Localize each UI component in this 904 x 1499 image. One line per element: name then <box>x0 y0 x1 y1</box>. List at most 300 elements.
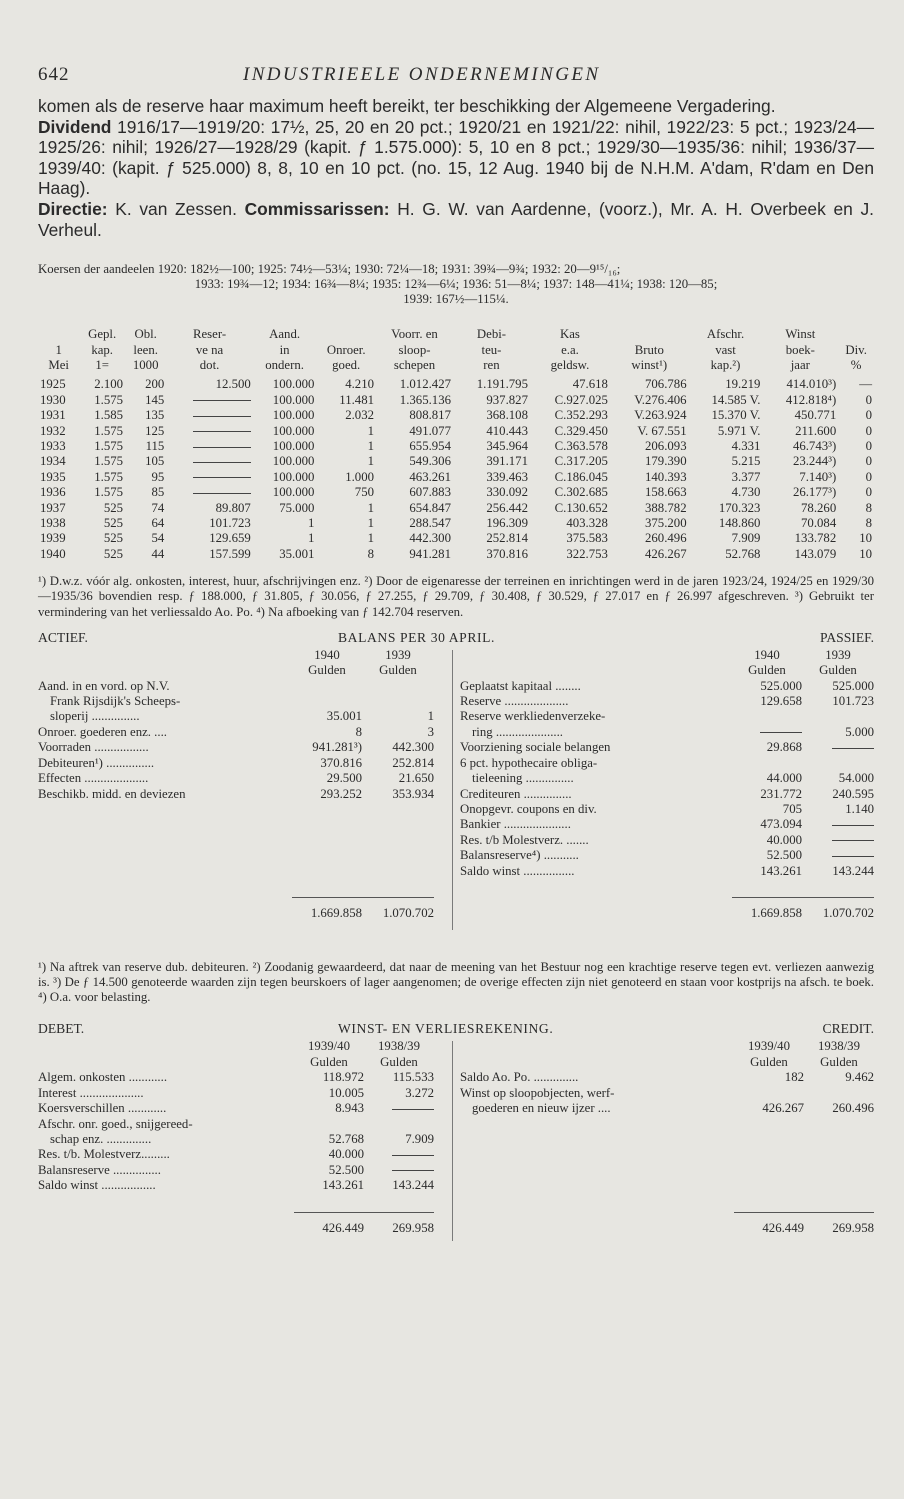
row-value: 54.000 <box>838 771 874 786</box>
column-header: ren <box>483 357 500 372</box>
column-header: vast <box>715 342 736 357</box>
column-header: e.a. <box>561 342 579 357</box>
credit-heading: CREDIT. <box>822 1021 874 1037</box>
column-header: leen. <box>133 342 158 357</box>
column-header: ondern. <box>265 357 304 372</box>
year-label: 1938/39 <box>818 1039 860 1054</box>
table-cell <box>166 485 252 500</box>
table-cell: 179.390 <box>645 454 687 469</box>
column-header: jaar <box>790 357 810 372</box>
table-cell: 85 <box>151 485 165 500</box>
table-cell: 1.585 <box>94 408 124 423</box>
table-cell: 252.814 <box>486 531 528 546</box>
footnotes-balance: ¹) Na aftrek van reserve dub. debiteuren. ²) Zoodanig gewaardeerd, dat naar de meening van het Bestuur nog een krachtige reserve tegen evt. verliezen aanwezig is. ³) De ƒ 14.500 genoteerde waarden zijn tegen beurskoers of lager aangenomen; de overige effecten zijn niet genoteerd en staan voor kostprijs na afsch. te boek. ⁴) O.a. voor belasting. <box>38 959 874 1005</box>
row-label: Aand. in en vord. op N.V. <box>38 678 170 693</box>
table-cell: 1.575 <box>94 439 124 453</box>
table-cell: 256.442 <box>486 500 528 515</box>
table-cell: 1.575 <box>94 454 124 469</box>
table-cell: 260.496 <box>645 531 687 546</box>
row-value <box>732 725 802 740</box>
total-row <box>38 897 434 921</box>
row-value: 1 <box>427 709 434 724</box>
row-value <box>802 833 874 848</box>
table-row <box>38 373 874 392</box>
unit-header-row <box>38 663 434 678</box>
row-label: Voorziening sociale belangen <box>460 740 611 755</box>
balance-header <box>38 630 874 648</box>
table-cell: 211.600 <box>795 423 837 438</box>
row-label: Saldo winst ................. <box>38 1178 156 1193</box>
column-header: dot. <box>199 357 220 372</box>
dash-rule <box>193 400 251 401</box>
row-value: 9.462 <box>845 1070 874 1085</box>
table-cell: C.186.045 <box>554 469 608 484</box>
table-cell: 157.599 <box>209 546 251 561</box>
column-header: boek- <box>785 342 815 357</box>
year-label: 1940 <box>314 647 340 662</box>
table-cell: 10 <box>859 531 872 546</box>
table-cell: 1.012.427 <box>399 377 451 392</box>
table-cell: 26.177³) <box>792 485 837 500</box>
table-cell: 10 <box>859 546 872 561</box>
table-row <box>38 454 874 469</box>
total-value: 426.449 <box>294 1212 364 1236</box>
table-cell: 375.200 <box>645 516 687 531</box>
table-cell: 450.771 <box>794 408 837 423</box>
table-cell: 1.000 <box>345 469 374 484</box>
row-value: 52.768 <box>328 1131 364 1146</box>
table-cell: V. 67.551 <box>637 423 687 438</box>
row-label: Interest .................... <box>38 1085 144 1100</box>
table-cell <box>166 470 252 485</box>
table-cell: 196.309 <box>486 516 528 531</box>
statement-row <box>460 679 874 694</box>
row-value <box>802 817 874 832</box>
row-value: 52.500 <box>328 1162 364 1177</box>
table-cell: 129.659 <box>209 531 251 546</box>
year-label: 1939/40 <box>748 1039 790 1054</box>
column-header: Winst <box>785 327 816 342</box>
table-cell: 54 <box>151 531 165 546</box>
table-cell: 0 <box>865 408 872 423</box>
total-value: 269.958 <box>804 1212 874 1236</box>
table-cell: 1 <box>307 516 315 531</box>
table-cell: 135 <box>145 408 165 423</box>
dash-rule <box>832 856 874 857</box>
table-cell: 100.000 <box>272 485 315 500</box>
table-cell: 339.463 <box>486 469 528 484</box>
column-header: Onroer. <box>326 342 366 357</box>
row-value: 8 <box>355 724 362 739</box>
statement-row <box>38 1117 434 1132</box>
year-label: 1938/39 <box>378 1039 420 1054</box>
table-cell: 7.909 <box>731 531 761 546</box>
table-cell: — <box>859 377 872 392</box>
table-cell: V.263.924 <box>634 408 687 423</box>
row-label: Debiteuren¹) ............... <box>38 755 155 770</box>
table-cell: 4.730 <box>731 485 761 500</box>
dividend-text: 1916/17—1919/20: 17½, 25, 20 en 20 pct.; 1920/21 en 1921/22: nihil, 1922/23: 5 pct.; 1923/24—1925/26: nihil; 1926/27—1928/29 (kapit. ƒ 1.575.000): 5, 10 en 8 pct.; 1929/30—1935/36: nihil; 1936/37—1939/40: (kapit. ƒ 525.000) 8, 8, 10 en 10 pct. (no. 15, 12 Aug. 1940 bij de N.H.M. A'dam, R'dam en Den Haag). <box>38 116 874 199</box>
row-value: 143.261 <box>322 1178 364 1193</box>
statistics-table <box>38 327 874 562</box>
year-label: 1939/40 <box>308 1039 350 1054</box>
column-header: Afschr. <box>706 327 745 342</box>
column-header: schepen <box>393 357 436 372</box>
row-value: 3 <box>427 724 434 739</box>
statement-row <box>38 787 434 802</box>
row-value: 293.252 <box>320 786 362 801</box>
row-value: 52.500 <box>766 848 802 863</box>
dash-rule <box>392 1170 434 1171</box>
column-header <box>316 327 376 342</box>
table-cell: 143.079 <box>794 546 837 561</box>
table-cell: 44 <box>151 546 165 561</box>
table-cell: 525 <box>103 531 124 546</box>
total-value: 1.070.702 <box>802 897 874 921</box>
column-header <box>38 327 79 342</box>
table-cell: C.329.450 <box>554 423 608 438</box>
table-cell: 410.443 <box>486 423 528 438</box>
page <box>38 64 874 1249</box>
table-cell: 100.000 <box>272 423 315 438</box>
statement-row <box>38 1163 434 1178</box>
table-cell: 78.260 <box>801 500 837 515</box>
table-cell: 607.883 <box>409 485 451 500</box>
total-value: 426.449 <box>734 1212 804 1236</box>
column-header: kap.²) <box>710 357 741 372</box>
table-cell: 14.585 V. <box>711 392 761 407</box>
table-cell: 1925 <box>40 377 66 392</box>
dividend-paragraph <box>38 117 874 199</box>
balance-sheet <box>38 648 874 948</box>
column-header: Mei <box>48 357 69 372</box>
row-label: Reserve werkliedenverzeke- <box>460 709 606 724</box>
row-value: 426.267 <box>762 1101 804 1116</box>
table-cell: 403.328 <box>566 516 608 531</box>
table-cell: 345.964 <box>486 439 528 453</box>
table-cell: 100.000 <box>272 408 315 423</box>
table-cell: 0 <box>865 454 872 469</box>
statement-row <box>38 709 434 724</box>
row-label: Balansreserve ............... <box>38 1162 161 1177</box>
total-row <box>460 1212 874 1236</box>
table-cell: 0 <box>865 392 872 407</box>
table-cell <box>166 454 252 469</box>
column-header: kap. <box>91 342 113 357</box>
table-cell: 1.365.136 <box>399 392 451 407</box>
statement-row <box>38 740 434 755</box>
year-label: 1939 <box>825 647 851 662</box>
table-cell: 525 <box>103 516 124 531</box>
table-cell: 2.100 <box>94 377 124 392</box>
table-cell: 7.140³) <box>799 469 837 484</box>
table-cell: 5.215 <box>731 454 761 469</box>
row-value: 182 <box>784 1070 804 1085</box>
dividend-label: Dividend <box>38 116 112 137</box>
row-label: Onopgevr. coupons en div. <box>460 801 597 816</box>
statement-row <box>38 756 434 771</box>
table-cell: 15.370 V. <box>711 408 761 423</box>
table-cell: 200 <box>145 377 165 392</box>
row-label: Balansreserve⁴) ........... <box>460 848 579 863</box>
row-value: 240.595 <box>832 786 874 801</box>
column-header: winst¹) <box>631 357 668 372</box>
directie-label: Directie: <box>38 198 108 219</box>
table-cell: 525 <box>103 500 124 515</box>
column-header: Div. <box>845 342 867 357</box>
table-cell: 1.191.795 <box>476 377 528 392</box>
row-value: 525.000 <box>832 678 874 693</box>
running-title: INDUSTRIEELE ONDERNEMINGEN <box>243 64 601 85</box>
row-value: 21.650 <box>398 771 434 786</box>
column-header: ve na <box>195 342 224 357</box>
dash-rule <box>832 748 874 749</box>
unit-label: Gulden <box>380 1054 418 1069</box>
table-cell: 330.092 <box>486 485 528 500</box>
table-header-row <box>38 358 874 373</box>
unit-label: Gulden <box>310 1054 348 1069</box>
table-cell: 2.032 <box>345 408 374 423</box>
row-value: 370.816 <box>320 755 362 770</box>
table-cell: 115 <box>145 439 165 453</box>
row-label: Frank Rijsdijk's Scheeps- <box>50 694 181 709</box>
dash-rule <box>193 493 251 494</box>
table-cell: 1.575 <box>94 485 124 500</box>
table-cell: 1933 <box>40 439 66 453</box>
table-cell: 1 <box>367 531 374 546</box>
table-cell: 1 <box>367 423 374 438</box>
row-label: Crediteuren ............... <box>460 786 572 801</box>
row-value: 44.000 <box>766 771 802 786</box>
table-cell: 140.393 <box>645 469 687 484</box>
table-cell: 491.077 <box>409 423 451 438</box>
row-label: Res. t/b Molestverz. ....... <box>460 832 589 847</box>
row-value: 473.094 <box>760 817 802 832</box>
row-label: Saldo winst ................ <box>460 863 575 878</box>
table-cell: 89.807 <box>215 500 251 515</box>
table-row <box>38 439 874 454</box>
column-header: Kas <box>560 327 580 342</box>
table-cell: 463.261 <box>409 469 451 484</box>
row-value: 29.500 <box>326 771 362 786</box>
table-cell: 0 <box>865 439 872 453</box>
table-cell: 100.000 <box>272 454 315 469</box>
table-cell: 4.210 <box>345 377 374 392</box>
table-cell: 1939 <box>40 531 66 546</box>
row-label: Bankier ..................... <box>460 817 571 832</box>
row-label: Reserve .................... <box>460 694 569 709</box>
column-header: sloop- <box>398 342 431 357</box>
row-label: sloperij ............... <box>50 709 140 724</box>
unit-header-row <box>460 1055 874 1070</box>
table-cell: 941.281 <box>409 546 451 561</box>
table-cell: 654.847 <box>409 500 451 515</box>
statement-row <box>38 1178 434 1193</box>
statement-row <box>38 1086 434 1101</box>
statement-row <box>38 694 434 709</box>
table-cell: 100.000 <box>272 469 315 484</box>
column-header: geldsw. <box>550 357 590 372</box>
statement-row <box>460 771 874 786</box>
table-cell: 375.583 <box>566 531 608 546</box>
table-cell: 808.817 <box>409 408 451 423</box>
table-cell: 8 <box>865 500 872 515</box>
dash-rule <box>193 462 251 463</box>
total-row <box>38 1212 434 1236</box>
statement-row <box>460 1086 874 1101</box>
table-cell <box>166 439 252 454</box>
table-row <box>38 501 874 516</box>
table-cell: C.130.652 <box>554 500 608 515</box>
statement-row <box>38 725 434 740</box>
table-cell: 1935 <box>40 469 66 484</box>
year-label: 1940 <box>754 647 780 662</box>
table-cell: 170.323 <box>718 500 761 515</box>
dash-rule <box>392 1109 434 1110</box>
row-label: 6 pct. hypothecaire obliga- <box>460 755 598 770</box>
table-cell: 125 <box>145 423 165 438</box>
row-label: Geplaatst kapitaal ........ <box>460 678 581 693</box>
statement-row <box>460 787 874 802</box>
column-divider <box>452 650 453 930</box>
table-cell: 0 <box>865 469 872 484</box>
dash-rule <box>760 732 802 733</box>
row-value: 353.934 <box>392 786 434 801</box>
row-label: Afschr. onr. goed., snijgereed- <box>38 1116 193 1131</box>
table-cell: 5.971 V. <box>717 423 761 438</box>
table-row <box>38 408 874 423</box>
statement-row <box>460 725 874 740</box>
unit-label: Gulden <box>819 663 857 678</box>
statement-row <box>38 1070 434 1085</box>
table-cell <box>166 393 252 408</box>
statement-row <box>38 771 434 786</box>
table-cell: 145 <box>145 392 165 407</box>
row-label: Effecten .................... <box>38 771 149 786</box>
table-cell: 412.818⁴) <box>785 392 837 407</box>
row-value: 118.972 <box>322 1070 364 1085</box>
statement-row <box>38 1147 434 1162</box>
row-value: 3.272 <box>405 1085 434 1100</box>
debet-heading: DEBET. <box>38 1021 85 1037</box>
table-row <box>38 531 874 546</box>
table-cell: 158.663 <box>645 485 687 500</box>
table-cell: C.302.685 <box>554 485 608 500</box>
year-header-row <box>460 648 874 663</box>
table-header-row <box>38 343 874 358</box>
column-header: 1 <box>55 342 62 357</box>
table-row <box>38 516 874 531</box>
table-cell: C.927.025 <box>554 392 608 407</box>
table-cell: 1.575 <box>94 423 124 438</box>
table-row <box>38 393 874 408</box>
table-cell: 391.171 <box>486 454 528 469</box>
row-value <box>802 740 874 755</box>
row-value: 525.000 <box>760 678 802 693</box>
column-header: Voorr. en <box>391 327 438 342</box>
table-cell <box>166 424 252 439</box>
row-value: 40.000 <box>328 1147 364 1162</box>
statement-row <box>460 709 874 724</box>
statement-row <box>460 848 874 863</box>
share-prices-line: 1933: 19¾—12; 1934: 16¾—8¼; 1935: 12¾—6¼; 1936: 51—8¼; 1937: 148—41¼; 1938: 120—85; <box>194 277 718 292</box>
table-cell: 1930 <box>40 392 66 407</box>
table-cell: 322.753 <box>566 546 608 561</box>
dash-rule <box>193 431 251 432</box>
dash-rule <box>193 447 251 448</box>
row-value: 101.723 <box>832 694 874 709</box>
table-cell: 388.782 <box>645 500 687 515</box>
dash-rule <box>193 477 251 478</box>
column-header: goed. <box>332 357 361 372</box>
intro-line: komen als de reserve haar maximum heeft bereikt, ter beschikking der Algemeene Vergadering. <box>38 96 776 116</box>
row-value: 7.909 <box>405 1131 434 1146</box>
row-value: 35.001 <box>326 709 362 724</box>
table-cell: 100.000 <box>272 392 315 407</box>
row-value: 260.496 <box>832 1101 874 1116</box>
table-cell: 19.219 <box>725 377 761 392</box>
passief-heading: PASSIEF. <box>820 629 874 645</box>
row-value: 705 <box>782 801 802 816</box>
dash-rule <box>832 840 874 841</box>
table-cell: 64 <box>151 516 165 531</box>
table-cell: 52.768 <box>725 546 761 561</box>
year-header-row <box>460 1039 874 1054</box>
table-cell: 937.827 <box>486 392 528 407</box>
table-row <box>38 424 874 439</box>
table-cell: 1936 <box>40 485 66 500</box>
pl-title: WINST- EN VERLIESREKENING. <box>338 1021 554 1037</box>
table-cell: C.363.578 <box>554 439 608 453</box>
table-cell <box>166 408 252 423</box>
table-cell: C.317.205 <box>554 454 608 469</box>
column-header: Obl. <box>134 327 157 342</box>
row-label: Onroer. goederen enz. .... <box>38 724 167 739</box>
table-cell: 206.093 <box>645 439 687 453</box>
statement-row <box>460 756 874 771</box>
table-cell: 8 <box>367 546 374 561</box>
footnotes-statistics: ¹) D.w.z. vóór alg. onkosten, interest, huur, afschrijvingen enz. ²) Door de eigenaresse der terreinen en inrichtingen werd in de jaren 1923/24, 1924/25 en 1929/30—1935/36 bovendien resp. ƒ 188.000, ƒ 31.805, ƒ 30.056, ƒ 27.255, ƒ 29.709, ƒ 30.408, ƒ 30.529, ƒ 27.017 en ƒ 26.997 afgeschreven. ³) Gebruikt ter vermindering van het verliessaldo Ao. Po. ⁴) Na afboeking van ƒ 142.704 reserven. <box>38 574 874 619</box>
year-header-row <box>38 648 434 663</box>
table-cell: 1 <box>367 454 374 469</box>
table-cell: 1 <box>367 439 374 453</box>
column-header: Debi- <box>476 327 507 342</box>
total-value: 1.669.858 <box>732 897 802 921</box>
unit-label: Gulden <box>820 1054 858 1069</box>
table-cell: 525 <box>103 546 124 561</box>
total-value: 1.070.702 <box>362 897 434 921</box>
column-header: Gepl. <box>88 327 117 342</box>
statement-row <box>38 1101 434 1116</box>
row-value: 115.533 <box>392 1070 434 1085</box>
table-cell: 23.244³) <box>792 454 837 469</box>
board-paragraph <box>38 199 874 240</box>
table-cell: 1938 <box>40 516 66 531</box>
statement-row <box>460 1101 874 1116</box>
table-cell: 11.481 <box>339 392 374 407</box>
share-prices <box>38 262 874 307</box>
unit-label: Gulden <box>379 663 417 678</box>
table-cell: 1937 <box>40 500 66 515</box>
row-value: 1.140 <box>845 801 874 816</box>
unit-label: Gulden <box>750 1054 788 1069</box>
table-cell: 706.786 <box>645 377 687 392</box>
row-value: 231.772 <box>760 786 802 801</box>
unit-label: Gulden <box>748 663 786 678</box>
page-number: 642 <box>38 64 70 85</box>
row-value <box>364 1147 434 1162</box>
share-prices-line: Koersen der aandeelen 1920: 182½—100; 1925: 74½—53¼; 1930: 72¼—18; 1931: 39¾—9¾; 1932: 20—9¹⁵/₁₆; <box>38 262 621 277</box>
